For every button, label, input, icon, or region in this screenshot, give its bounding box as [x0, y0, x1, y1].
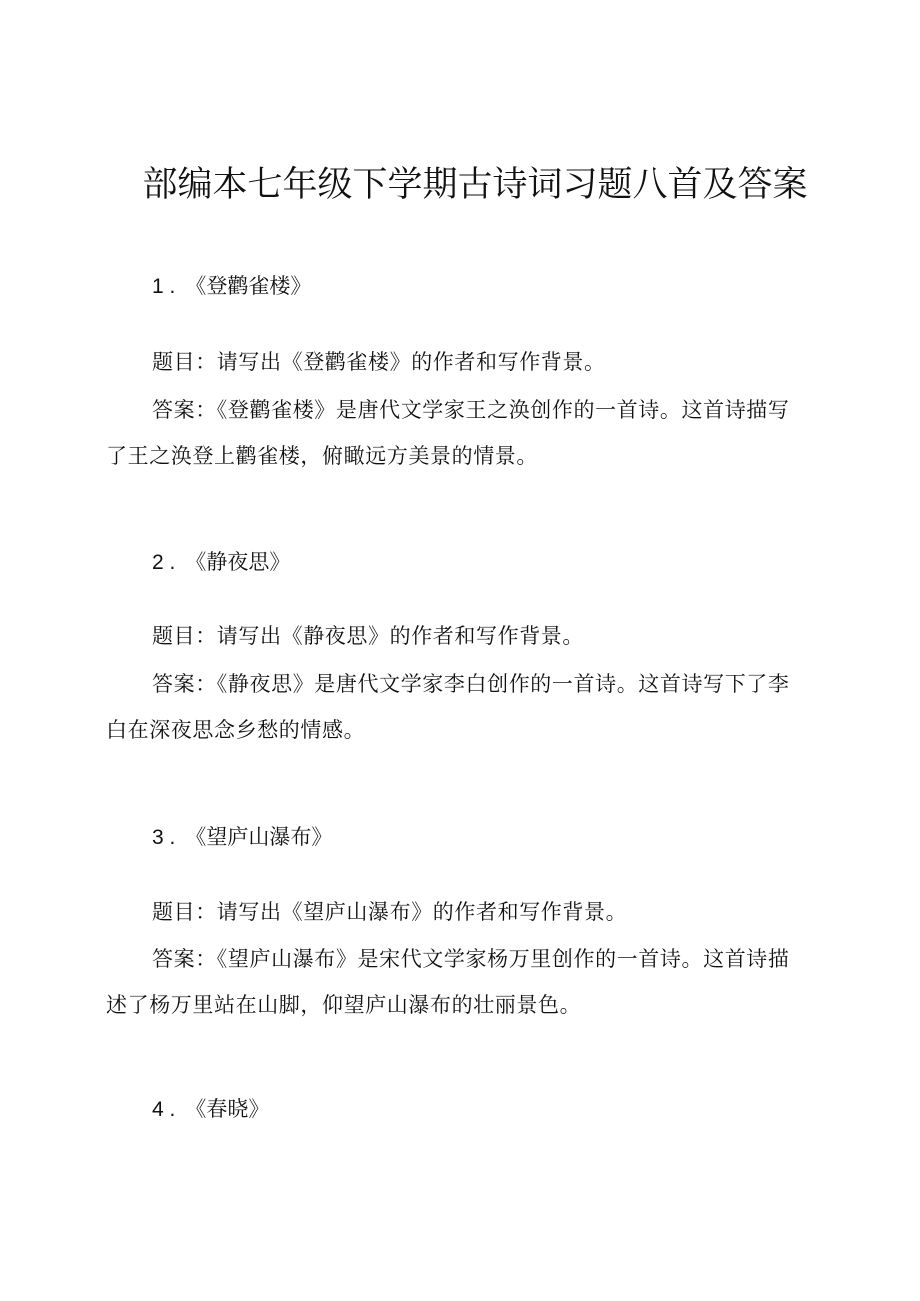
section-heading-4 [152, 1094, 269, 1125]
section-title: 《登鹳雀楼》 [185, 274, 312, 298]
section-number: 3 . [152, 826, 176, 849]
section-title: 《望庐山瀑布》 [185, 825, 333, 849]
answer-2: 答案：《静夜思》是唐代文学家李白创作的一首诗。这首诗写下了李白在深夜思念乡愁的情感。 [106, 672, 790, 742]
answer-1: 答案：《登鹳雀楼》是唐代文学家王之涣创作的一首诗。这首诗描写了王之涣登上鹳雀楼，俯瞰远方美景的情景。 [106, 398, 790, 468]
question-3: 题目：请写出《望庐山瀑布》的作者和写作背景。 [152, 900, 628, 924]
document-title: 部编本七年级下学期古诗词习题八首及答案 [142, 165, 808, 205]
answer-3: 答案：《望庐山瀑布》是宋代文学家杨万里创作的一首诗。这首诗描述了杨万里站在山脚，仰望庐山瀑布的壮丽景色。 [106, 947, 790, 1017]
section-number: 4 . [152, 1098, 176, 1121]
section-heading-3 [152, 822, 332, 853]
section-heading-2 [152, 547, 290, 578]
section-number: 2 . [152, 551, 176, 574]
section-number: 1 . [152, 275, 176, 298]
section-title: 《春晓》 [185, 1097, 270, 1121]
section-heading-1 [152, 271, 311, 302]
section-title: 《静夜思》 [185, 550, 291, 574]
question-2: 题目：请写出《静夜思》的作者和写作背景。 [152, 624, 584, 648]
question-1: 题目：请写出《登鹳雀楼》的作者和写作背景。 [152, 350, 606, 374]
